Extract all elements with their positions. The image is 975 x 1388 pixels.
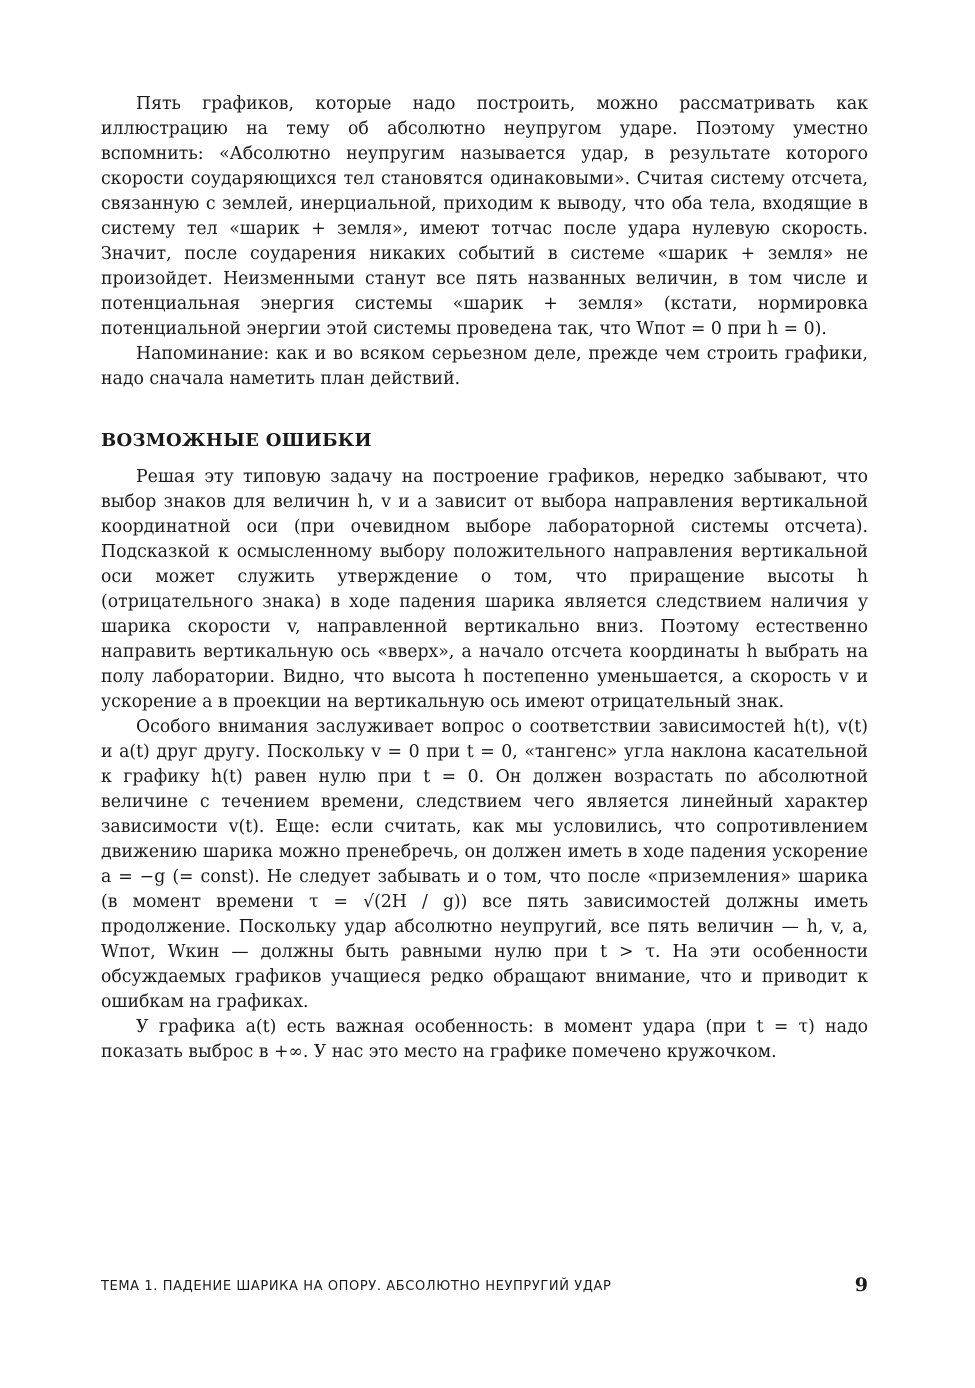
running-footer: ТЕМА 1. ПАДЕНИЕ ШАРИКА НА ОПОРУ. АБСОЛЮТНО НЕУПРУГИЙ УДАР [101, 1279, 612, 1294]
errors-paragraph-2: Особого внимания заслуживает вопрос о соответствии зависимостей h(t), v(t) и a(t) друг другу. Поскольку v = 0 при t = 0, «тангенс» угла наклона касательной к графику h(t) равен нулю при t = 0. Он должен возрастать по абсолютной величине с течением времени, следствием чего является линейный характер зависимости v(t). Еще: если считать, как мы условились, что сопротивлением движению шарика можно пренебречь, он должен иметь в ходе падения ускорение a = −g (= const). Не следует забывать и о том, что после «приземления» шарика (в момент времени τ = √(2H / g)) все пять зависимостей должны иметь продолжение. Поскольку удар абсолютно неупругий, все пять величин — h, v, a, Wпот, Wкин — должны быть равными нулю при t > τ. На эти особенности обсуждаемых графиков учащиеся редко обращают внимание, что и приводит к ошибкам на графиках. [101, 717, 868, 1012]
intro-paragraph-1: Пять графиков, которые надо построить, можно рассматривать как иллюстрацию на тему об абсолютно неупругом ударе. Поэтому уместно вспомнить: «Абсолютно неупругим называется удар, в результате которого скорости соударяющихся тел становятся одинаковыми». Считая систему отсчета, связанную с землей, инерциальной, приходим к выводу, что оба тела, входящие в систему тел «шарик + земля», имеют тотчас после удара нулевую скорость. Значит, после соударения никаких событий в системе «шарик + земля» не произойдет. Неизменными станут все пять названных величин, в том числе и потенциальная энергия системы «шарик + земля» (кстати, нормировка потенциальной энергии этой системы проведена так, что Wпот = 0 при h = 0). [101, 94, 868, 339]
page-number: 9 [854, 1274, 868, 1296]
errors-paragraph-3: У графика a(t) есть важная особенность: в момент удара (при t = τ) надо показать выброс в +∞. У нас это место на графике помечено кружочком. [101, 1017, 868, 1062]
intro-paragraph-2: Напоминание: как и во всяком серьезном деле, прежде чем строить графики, надо сначала наметить план действий. [101, 344, 868, 389]
page-body [101, 92, 868, 1065]
errors-paragraph-1: Решая эту типовую задачу на построение графиков, нередко забывают, что выбор знаков для величин h, v и a зависит от выбора направления вертикальной координатной оси (при очевидном выборе лабораторной системы отсчета). Подсказкой к осмысленному выбору положительного направления вертикальной оси может служить утверждение о том, что приращение высоты h (отрицательного знака) в ходе падения шарика является следствием наличия у шарика скорости v, направленной вертикально вниз. Поэтому естественно направить вертикальную ось «вверх», а начало отсчета координаты h выбрать на полу лаборатории. Видно, что высота h постепенно уменьшается, а скорость v и ускорение a в проекции на вертикальную ось имеют отрицательный знак. [101, 467, 868, 712]
section-heading: ВОЗМОЖНЫЕ ОШИБКИ [101, 430, 372, 451]
